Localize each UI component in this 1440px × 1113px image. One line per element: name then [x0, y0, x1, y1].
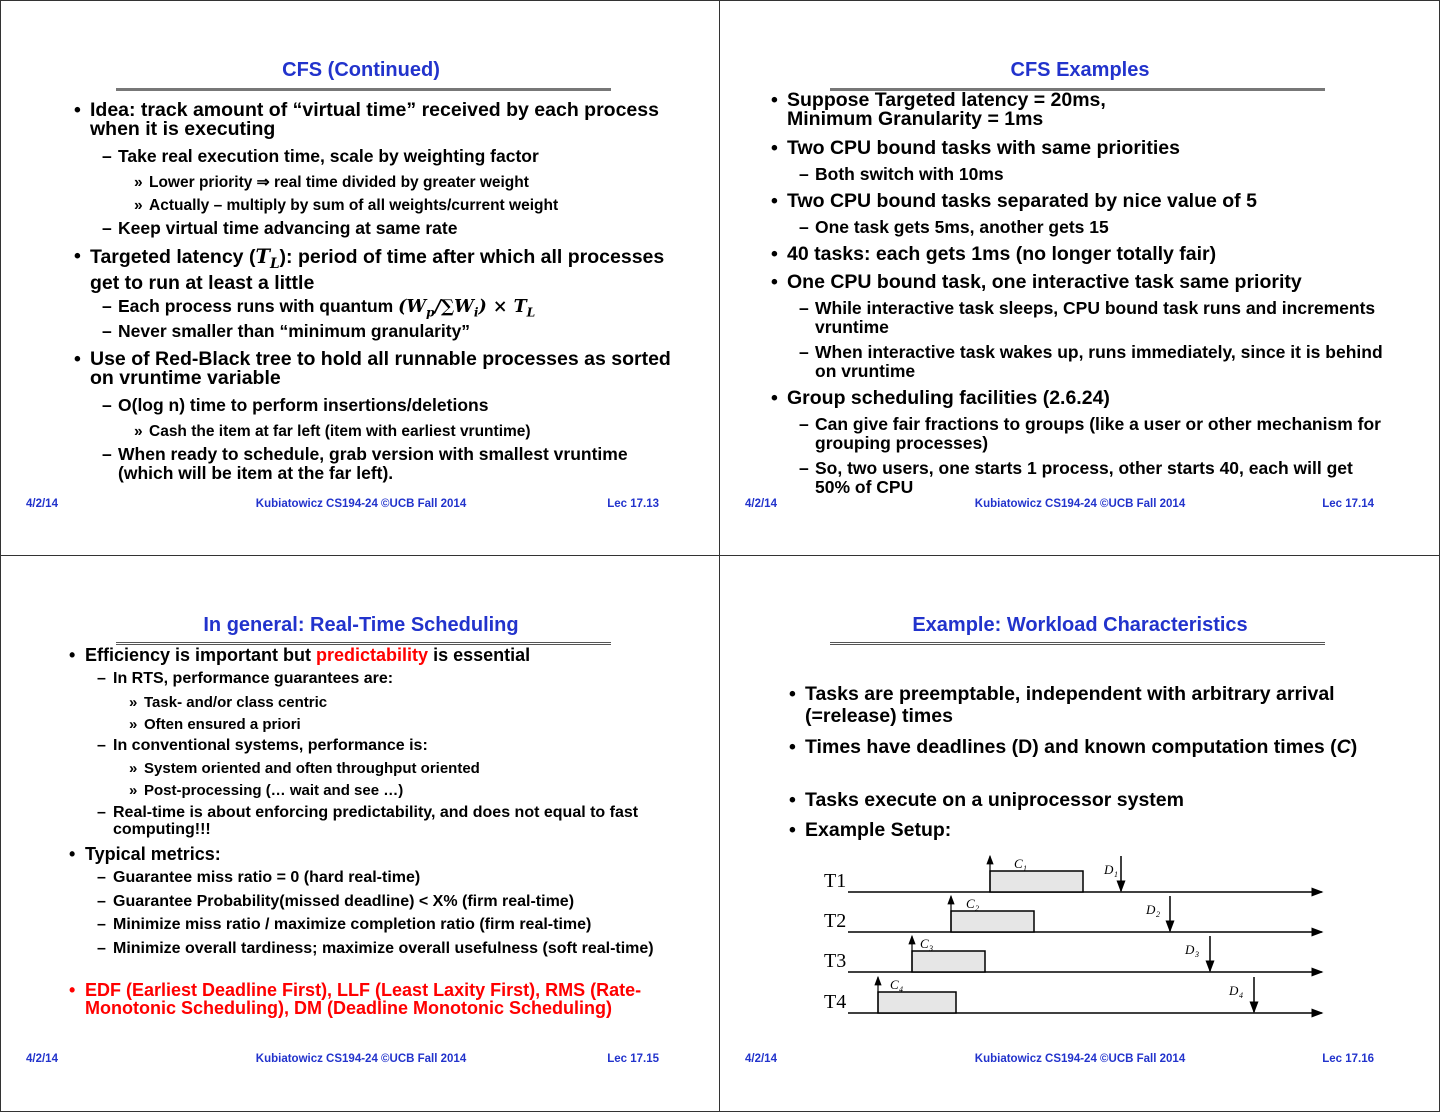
bullet-item-level-3 — [129, 715, 685, 734]
bullet-marker: – — [97, 893, 106, 910]
bullet-item-level-1 — [771, 271, 1387, 293]
computation-subscript: 2 — [975, 904, 979, 913]
item-text: Lower priority ⇒ real time divided by greater weight — [149, 174, 529, 191]
bullet-marker: • — [74, 348, 81, 370]
item-text: T — [255, 245, 270, 268]
slide-workload-characteristics — [720, 556, 1440, 1112]
item-text: Keep virtual time advancing at same rate — [118, 218, 458, 238]
item-text: Typical metrics: — [85, 844, 221, 864]
footer-course: Kubiatowicz CS194-24 ©UCB Fall 2014 — [974, 498, 1186, 510]
item-text: When ready to schedule, grab version with smallest vruntime (which will be item at the far left). — [118, 444, 628, 483]
bullet-item-level-2 — [97, 737, 685, 754]
task-timeline-diagram — [800, 850, 1340, 1030]
bullet-marker: • — [771, 387, 778, 409]
computation-box — [951, 911, 1034, 932]
bullet-marker: – — [102, 395, 112, 415]
bullet-item-level-1 — [771, 137, 1387, 159]
bullet-marker: • — [771, 243, 778, 265]
item-text: Idea: track amount of “virtual time” received by each process when it is executing — [90, 99, 659, 140]
item-text: Guarantee miss ratio = 0 (hard real-time) — [113, 869, 421, 886]
bullet-item-level-2 — [102, 296, 680, 322]
bullet-marker: • — [69, 980, 76, 1000]
bullet-marker: • — [771, 89, 778, 111]
bullet-item-level-2 — [97, 940, 685, 957]
item-text: One CPU bound task, one interactive task same priority — [787, 271, 1302, 293]
item-text: 40 tasks: each gets 1ms (no longer totally fair) — [787, 243, 1217, 265]
bullet-item-level-3 — [129, 693, 685, 712]
item-text: ) × T — [478, 297, 527, 317]
deadline-subscript: 2 — [1156, 910, 1160, 919]
bullet-item-level-1 — [69, 844, 685, 864]
bullet-marker: – — [102, 218, 112, 238]
item-text: ): period of time after which all processes get to run at least a little — [90, 246, 665, 294]
task-label: T2 — [824, 910, 847, 932]
footer-date: 4/2/14 — [745, 1053, 777, 1065]
item-text: ) — [1350, 736, 1358, 758]
slide-cfs-continued — [0, 0, 720, 556]
task-label: T4 — [824, 991, 847, 1013]
item-text: Cash the item at far left (item with earliest vruntime) — [149, 423, 531, 440]
bullet-marker: » — [129, 694, 138, 711]
item-text: When interactive task wakes up, runs immediately, since it is behind on vruntime — [815, 342, 1383, 381]
item-text: p — [426, 304, 435, 320]
bullet-marker: – — [97, 804, 106, 821]
bullet-item-level-2 — [102, 321, 680, 341]
bullet-marker: • — [789, 789, 796, 811]
bullet-marker: • — [74, 99, 81, 121]
item-text: Efficiency is important but — [85, 645, 317, 665]
bullet-marker: – — [102, 146, 112, 166]
item-text: Group scheduling facilities (2.6.24) — [787, 387, 1110, 409]
slide-title: In general: Real-Time Scheduling — [203, 614, 519, 636]
item-text: is essential — [428, 645, 531, 665]
item-text: In RTS, performance guarantees are: — [113, 670, 394, 687]
item-text: Post-processing (… wait and see …) — [144, 782, 404, 799]
bullet-item-level-2 — [799, 164, 1387, 184]
deadline-label: D — [1229, 983, 1239, 998]
item-text: Two CPU bound tasks with same priorities — [787, 137, 1180, 159]
item-text: Times have deadlines (D) and known computation times ( — [805, 736, 1337, 758]
item-text: Can give fair fractions to groups (like a user or other mechanism for grouping processes) — [815, 414, 1381, 453]
deadline-subscript: 3 — [1195, 950, 1199, 959]
highlighted-text: predictability — [316, 645, 429, 665]
item-text: Often ensured a priori — [144, 716, 301, 733]
bullet-item-level-1 — [789, 819, 1365, 841]
item-text: Real-time is about enforcing predictability, and does not equal to fast computing!!! — [113, 804, 639, 838]
bullet-marker: – — [97, 670, 106, 687]
bullet-marker: » — [134, 423, 143, 440]
bullet-item-level-1 — [74, 99, 680, 140]
computation-subscript: 3 — [929, 944, 933, 953]
bullet-item-level-1 — [69, 980, 685, 1018]
bullet-marker: – — [102, 296, 112, 316]
bullet-marker: » — [129, 782, 138, 799]
footer-lecture: Lec 17.15 — [607, 1053, 659, 1065]
bullet-item-level-1 — [789, 683, 1365, 727]
footer-course: Kubiatowicz CS194-24 ©UCB Fall 2014 — [255, 498, 467, 510]
item-text: Tasks execute on a uniprocessor system — [805, 789, 1184, 811]
bullet-item-level-2 — [97, 670, 685, 687]
bullet-marker: – — [102, 444, 112, 464]
item-text: /∑W — [434, 297, 474, 317]
bullet-marker: • — [69, 645, 76, 665]
footer-date: 4/2/14 — [745, 498, 777, 510]
footer-date: 4/2/14 — [26, 1053, 58, 1065]
item-text: Task- and/or class centric — [144, 694, 328, 711]
bullet-item-level-3 — [134, 422, 680, 441]
bullet-marker: • — [771, 137, 778, 159]
bullet-item-level-2 — [799, 342, 1387, 381]
item-text: Two CPU bound tasks separated by nice value of 5 — [787, 190, 1257, 212]
item-text: Both switch with 10ms — [815, 164, 1004, 184]
bullet-item-level-1 — [789, 789, 1365, 811]
item-text: Suppose Targeted latency = 20ms, — [787, 89, 1106, 111]
bullet-item-level-1 — [74, 348, 680, 389]
bullet-item-level-1 — [69, 645, 685, 665]
bullet-marker: » — [134, 197, 143, 214]
bullet-marker: – — [799, 298, 809, 318]
bullet-item-level-2 — [102, 395, 680, 415]
item-text: Example Setup: — [805, 819, 952, 841]
computation-box — [990, 871, 1083, 892]
bullet-item-level-2 — [799, 414, 1387, 453]
bullet-marker: – — [97, 916, 106, 933]
footer-course: Kubiatowicz CS194-24 ©UCB Fall 2014 — [255, 1053, 467, 1065]
item-text: Never smaller than “minimum granularity” — [118, 321, 471, 341]
bullet-marker: » — [129, 716, 138, 733]
bullet-marker: – — [799, 342, 809, 362]
bullet-item-level-2 — [799, 458, 1387, 497]
bullet-marker: – — [799, 414, 809, 434]
item-text: System oriented and often throughput oriented — [144, 760, 480, 777]
item-text: L — [526, 304, 536, 320]
bullet-marker: – — [97, 869, 106, 886]
bullet-item-level-2 — [102, 146, 680, 166]
item-text: O(log n) time to perform insertions/deletions — [118, 395, 489, 415]
computation-label: C — [890, 977, 899, 992]
item-text: C — [1336, 736, 1351, 758]
computation-box — [878, 992, 956, 1013]
bullet-item-level-1 — [771, 89, 1387, 130]
item-text: So, two users, one starts 1 process, other starts 40, each will get 50% of CPU — [815, 458, 1353, 497]
item-text: Targeted latency ( — [90, 246, 256, 268]
footer-lecture: Lec 17.13 — [607, 498, 659, 510]
bullet-marker: » — [134, 174, 143, 191]
title-rule — [116, 88, 611, 91]
item-text: Minimize overall tardiness; maximize overall usefulness (soft real-time) — [113, 940, 654, 957]
item-text: Actually – multiply by sum of all weights/current weight — [149, 197, 559, 214]
item-text: One task gets 5ms, another gets 15 — [815, 217, 1109, 237]
bullet-marker: – — [799, 217, 809, 237]
item-text: Use of Red-Black tree to hold all runnable processes as sorted on vruntime variable — [90, 348, 671, 389]
bullet-marker: • — [771, 190, 778, 212]
bullet-marker: • — [789, 683, 796, 705]
computation-subscript: 4 — [899, 985, 903, 994]
bullet-marker: • — [69, 844, 76, 864]
bullet-item-level-2 — [102, 218, 680, 238]
computation-label: C — [920, 936, 929, 951]
item-text: While interactive task sleeps, CPU bound task runs and increments vruntime — [815, 298, 1376, 337]
bullet-marker: • — [771, 271, 778, 293]
bullet-item-level-3 — [129, 759, 685, 778]
title-rule — [830, 642, 1325, 647]
deadline-label: D — [1185, 942, 1195, 957]
bullet-item-level-2 — [97, 804, 685, 838]
bullet-item-level-2 — [102, 444, 680, 483]
footer-lecture: Lec 17.14 — [1322, 498, 1374, 510]
computation-subscript: 1 — [1023, 864, 1027, 873]
bullet-item-level-1 — [771, 190, 1387, 212]
item-text: (W — [398, 297, 426, 317]
deadline-subscript: 1 — [1114, 870, 1118, 879]
task-label: T1 — [824, 870, 847, 892]
bullet-marker: • — [789, 819, 796, 841]
bullet-marker: – — [102, 321, 112, 341]
bullet-item-level-3 — [134, 173, 680, 192]
item-text: In conventional systems, performance is: — [113, 737, 428, 754]
item-text: Tasks are preemptable, independent with arbitrary arrival (=release) times — [805, 683, 1335, 727]
bullet-marker: • — [789, 736, 796, 758]
bullet-item-level-2 — [799, 217, 1387, 237]
bullet-item-level-1 — [771, 387, 1387, 409]
computation-label: C — [966, 896, 975, 911]
deadline-label: D — [1146, 902, 1156, 917]
computation-label: C — [1014, 856, 1023, 871]
bullet-marker: – — [799, 458, 809, 478]
bullet-item-level-2 — [799, 298, 1387, 337]
bullet-item-level-2 — [97, 869, 685, 886]
item-text: Minimize miss ratio / maximize completion ratio (firm real-time) — [113, 916, 592, 933]
bullet-marker: » — [129, 760, 138, 777]
slide-title: Example: Workload Characteristics — [912, 614, 1248, 636]
item-text: Guarantee Probability(missed deadline) < X% (firm real-time) — [113, 893, 575, 910]
bullet-item-level-2 — [97, 916, 685, 933]
computation-box — [912, 951, 985, 972]
deadline-label: D — [1104, 862, 1114, 877]
item-text: Minimum Granularity = 1ms — [787, 108, 1044, 130]
item-text: Take real execution time, scale by weighting factor — [118, 146, 539, 166]
slide-title: CFS Examples — [1010, 59, 1150, 81]
item-text: i — [473, 304, 479, 320]
bullet-item-level-2 — [97, 893, 685, 910]
deadline-subscript: 4 — [1239, 991, 1243, 1000]
bullet-marker: – — [97, 737, 106, 754]
footer-course: Kubiatowicz CS194-24 ©UCB Fall 2014 — [974, 1053, 1186, 1065]
bullet-marker: – — [97, 940, 106, 957]
footer-date: 4/2/14 — [26, 498, 58, 510]
slide-cfs-examples — [720, 0, 1440, 556]
item-text: Each process runs with quantum — [118, 296, 399, 316]
slide-real-time-scheduling — [0, 556, 720, 1112]
footer-lecture: Lec 17.16 — [1322, 1053, 1374, 1065]
item-text: EDF (Earliest Deadline First), LLF (Least Laxity First), RMS (Rate-Monotonic Scheduling), DM (Deadline Monotonic Scheduling) — [85, 980, 642, 1018]
bullet-marker: – — [799, 164, 809, 184]
slide-title: CFS (Continued) — [282, 59, 440, 81]
bullet-item-level-1 — [74, 245, 680, 294]
bullet-item-level-1 — [771, 243, 1387, 265]
item-text: L — [269, 255, 280, 272]
bullet-item-level-3 — [134, 196, 680, 215]
bullet-item-level-3 — [129, 781, 685, 800]
bullet-item-level-1 — [789, 736, 1365, 758]
task-label: T3 — [824, 950, 847, 972]
bullet-marker: • — [74, 245, 81, 267]
